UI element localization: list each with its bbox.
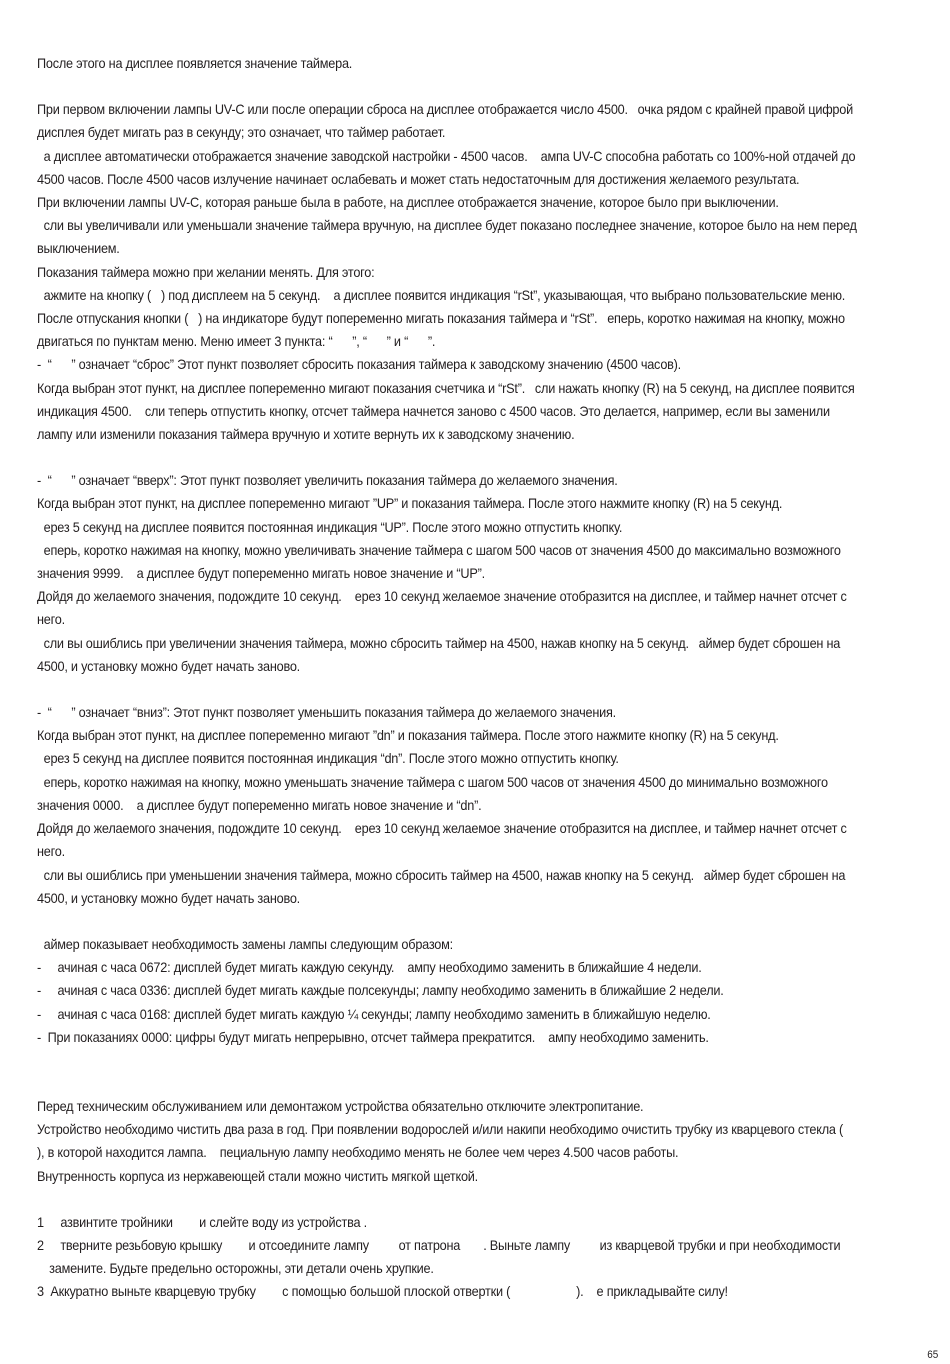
paragraph-down-decrease: еперь, коротко нажимая на кнопку, можно уменьшать значение таймера с шагом 500 часов от значения 4500 до минимально возможного значения 0000. а дисплее будут попеременно мигать новое значение и “dn”.: [37, 774, 832, 813]
paragraph-previous-value: При включении лампы UV-C, которая раньше была в работе, на дисплее отображается значение, которое было при выключении.: [37, 195, 779, 211]
paragraph-power-off: Перед техническим обслуживанием или демонтажом устройства обязательно отключите электропитание.: [37, 1098, 644, 1114]
paragraph-menu-instructions: ажмите на кнопку ( ) под дисплеем на 5 секунд. а дисплее появится индикация “rSt”, указывающая, что выбрано пользовательские меню. После отпускания кнопки ( ) на индикаторе будут попеременно мигать показания таймера и “rSt”. еперь, коротко нажимая на кнопку, можно двигаться по пунктам меню. Меню имеет 3 пункта: “ ”, “ ” и “ ”.: [37, 287, 849, 350]
paragraph-manual-change: сли вы увеличивали или уменьшали значение таймера вручную, на дисплее будет показано последнее значение, которое было на нем перед выключением.: [37, 218, 861, 257]
list-item-0168: - ачиная с часа 0168: дисплей будет мигать каждую ¼ секунды; лампу необходимо заменить в ближайшую неделю.: [37, 1006, 711, 1022]
paragraph-down-blink: Когда выбран этот пункт, на дисплее попеременно мигают ”dn” и показания таймера. После этого нажмите кнопку (R) на 5 секунд.: [37, 728, 779, 744]
paragraph-reset-item: - “ ” означает “сброс” Этот пункт позволяет сбросить показания таймера к заводскому значению (4500 часов).: [37, 357, 681, 373]
step-3: 3 Аккуратно выньте кварцевую трубку с помощью большой плоской отвертки ( ). е прикладывайте силу!: [37, 1284, 728, 1300]
list-item-0336: - ачиная с часа 0336: дисплей будет мигать каждые полсекунды; лампу необходимо заменить в ближайшие 2 недели.: [37, 983, 724, 999]
paragraph-down-wait: Дойдя до желаемого значения, подождите 10 секунд. ерез 10 секунд желаемое значение отобразится на дисплее, и таймер начнет отсчет с него.: [37, 821, 850, 860]
paragraph-down-item: - “ ” означает “вниз”: Этот пункт позволяет уменьшить показания таймера до желаемого значения.: [37, 705, 616, 721]
list-item-0672: - ачиная с часа 0672: дисплей будет мигать каждую секунду. ампу необходимо заменить в ближайшие 4 недели.: [37, 960, 702, 976]
step-1: 1 азвинтите тройники и слейте воду из устройства .: [37, 1214, 367, 1230]
paragraph-first-on: При первом включении лампы UV-C или после операции сброса на дисплее отображается число 4500. очка рядом с крайней правой цифрой дисплея будет мигать раз в секунду; это означает, что таймер работает.: [37, 102, 857, 141]
paragraph-up-wait: Дойдя до желаемого значения, подождите 10 секунд. ерез 10 секунд желаемое значение отобразится на дисплее, и таймер начнет отсчет с него.: [37, 589, 850, 628]
paragraph-change-intro: Показания таймера можно при желании менять. Для этого:: [37, 264, 375, 280]
paragraph-cleaning: Устройство необходимо чистить два раза в год. При появлении водорослей и/или накипи необходимо очистить трубку из кварцевого стекла ( ), в которой находится лампа. пециальную лампу необходимо менять не более чем через 4.500 часов работы.: [37, 1122, 857, 1161]
paragraph-down-steady: ерез 5 секунд на дисплее появится постоянная индикация “dn”. После этого можно отпустить кнопку.: [37, 751, 619, 767]
page-number: 65: [926, 1349, 938, 1361]
paragraph-reset-details: Когда выбран этот пункт, на дисплее попеременно мигают показания счетчика и “rSt”. сли нажать кнопку (R) на 5 секунд, на дисплее появится индикация 4500. сли теперь отпустить кнопку, отсчет таймера начнется заново с 4500 часов. Это делается, например, если вы заменили лампу или изменили показания таймера вручную и хотите вернуть их к заводскому значению.: [37, 380, 858, 443]
step-2: 2 твернитe резьбовую крышку и отсоедините лампу от патрона . Выньте лампу из кварцевой трубки и при необходимости замените. Будьте предельно осторожны, эти детали очень хрупкие.: [37, 1237, 844, 1277]
paragraph-up-mistake: сли вы ошиблись при увеличении значения таймера, можно сбросить таймер на 4500, нажав кнопку на 5 секунд. аймер будет сброшен на 4500, и установку можно будет начать заново.: [37, 635, 844, 674]
list-item-0000: - При показаниях 0000: цифры будут мигать непрерывно, отсчет таймера прекратится. ампу необходимо заменить.: [37, 1029, 709, 1045]
paragraph-up-blink: Когда выбран этот пункт, на дисплее попеременно мигают ”UP” и показания таймера. После этого нажмите кнопку (R) на 5 секунд.: [37, 496, 783, 512]
text-column: [37, 52, 860, 1304]
paragraph-factory-setting: а дисплее автоматически отображается значение заводской настройки - 4500 часов. ампа UV-C способна работать со 100%-ной отдачей до 4500 часов. После 4500 часов излучение начинает ослабевать и может стать недостаточным для достижения желаемого результата.: [37, 148, 859, 187]
paragraph-down-mistake: сли вы ошиблись при уменьшении значения таймера, можно сбросить таймер на 4500, нажав кнопку на 5 секунд. аймер будет сброшен на 4500, и установку можно будет начать заново.: [37, 867, 849, 906]
paragraph-up-item: - “ ” означает “вверх”: Этот пункт позволяет увеличить показания таймера до желаемого значения.: [37, 473, 618, 489]
paragraph-intro: После этого на дисплее появляется значение таймера.: [37, 56, 353, 71]
paragraph-up-steady: ерез 5 секунд на дисплее появится постоянная индикация “UP”. После этого можно отпустить кнопку.: [37, 519, 623, 535]
paragraph-up-increase: еперь, коротко нажимая на кнопку, можно увеличивать значение таймера с шагом 500 часов от значения 4500 до максимально возможного значения 9999. а дисплее будут попеременно мигать новое значение и “UP”.: [37, 542, 844, 582]
paragraph-housing: Внутренность корпуса из нержавеющей стали можно чистить мягкой щеткой.: [37, 1168, 478, 1184]
paragraph-replace-intro: аймер показывает необходимость замены лампы следующим образом:: [37, 936, 453, 952]
